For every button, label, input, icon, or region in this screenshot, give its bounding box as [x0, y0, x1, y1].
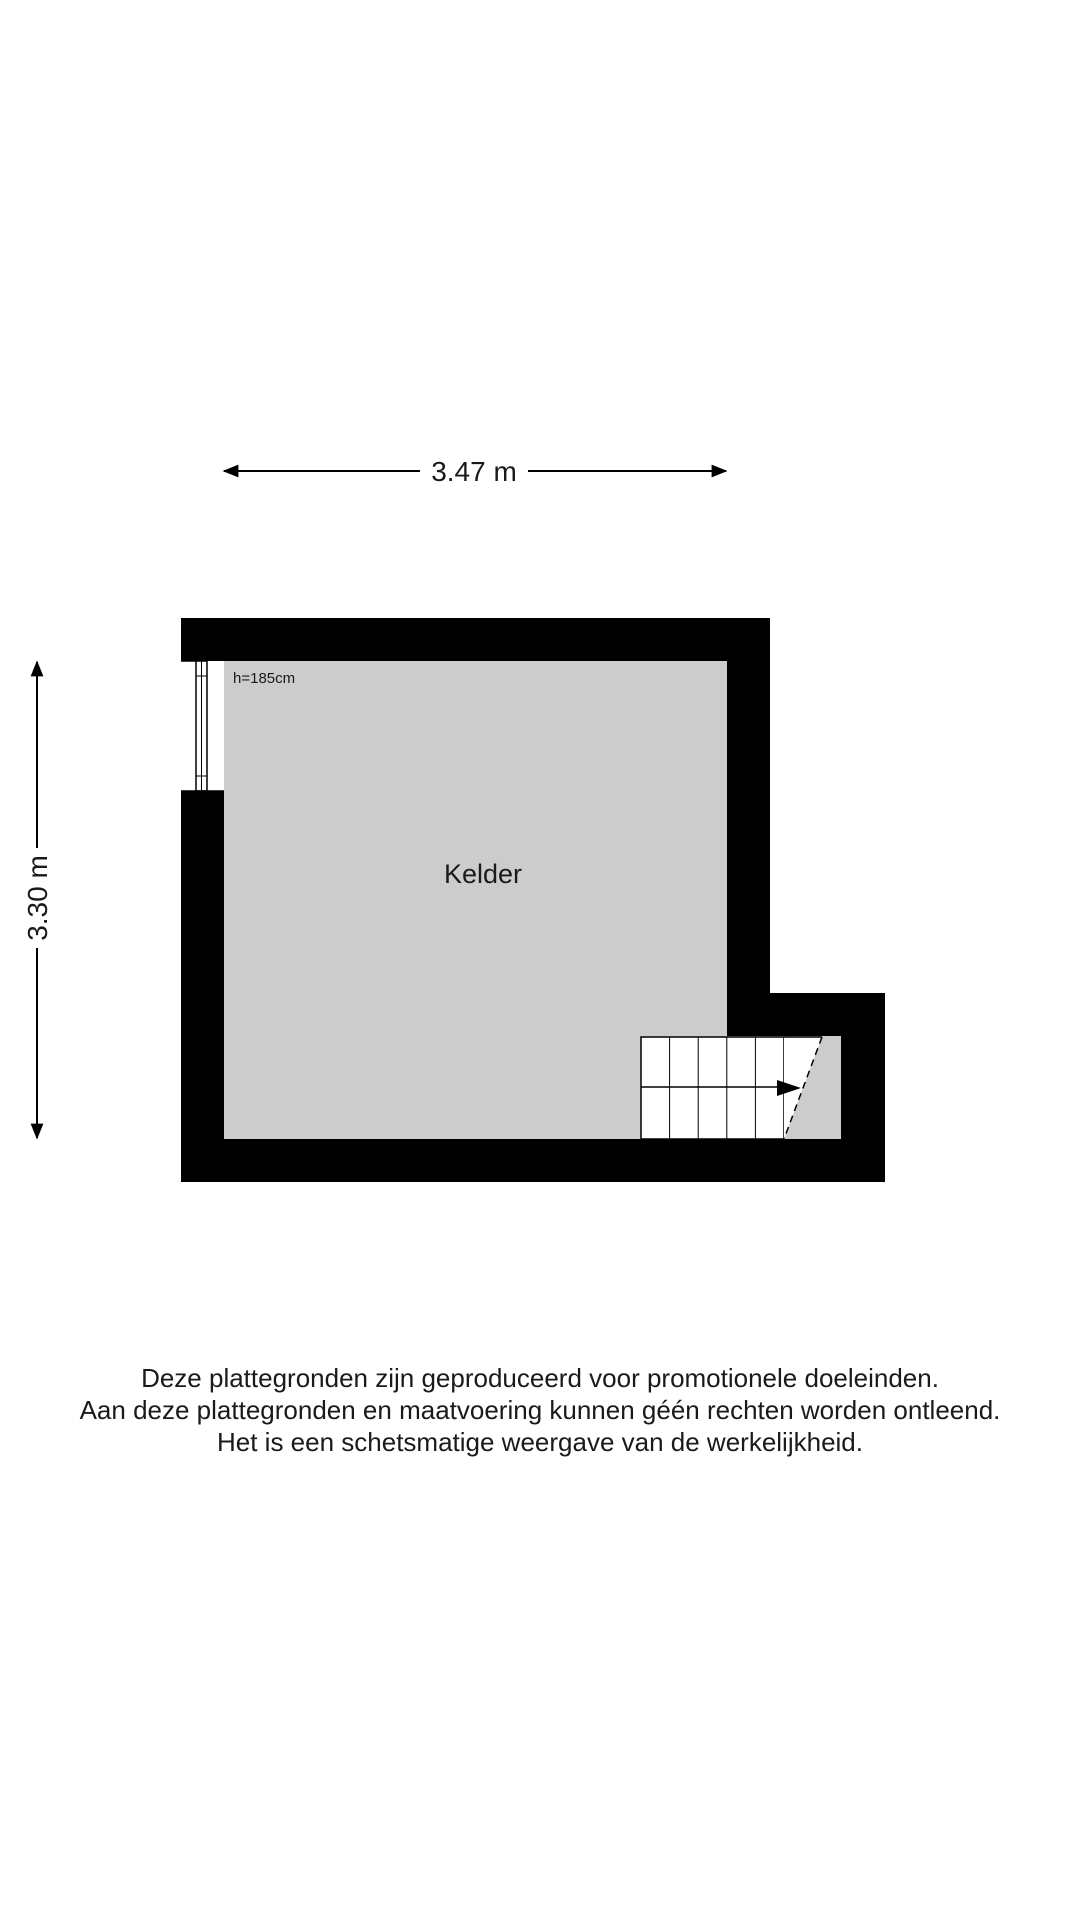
disclaimer-line-3: Het is een schetsmatige weergave van de werkelijkheid. — [216, 1427, 863, 1457]
disclaimer-line-2: Aan deze plattegronden en maatvoering kunnen géén rechten worden ontleend. — [79, 1395, 1001, 1425]
disclaimer — [0, 1362, 1080, 1458]
height-dimension-label: 3.30 m — [22, 855, 53, 941]
ceiling-height-label: h=185cm — [233, 670, 296, 687]
height-dimension — [22, 662, 53, 1138]
width-dimension-label: 3.47 m — [431, 456, 517, 487]
window — [181, 661, 224, 791]
room-name: Kelder — [443, 859, 523, 889]
width-dimension — [224, 456, 726, 487]
disclaimer-line-1: Deze plattegronden zijn geproduceerd voor promotionele doeleinden. — [141, 1363, 939, 1393]
